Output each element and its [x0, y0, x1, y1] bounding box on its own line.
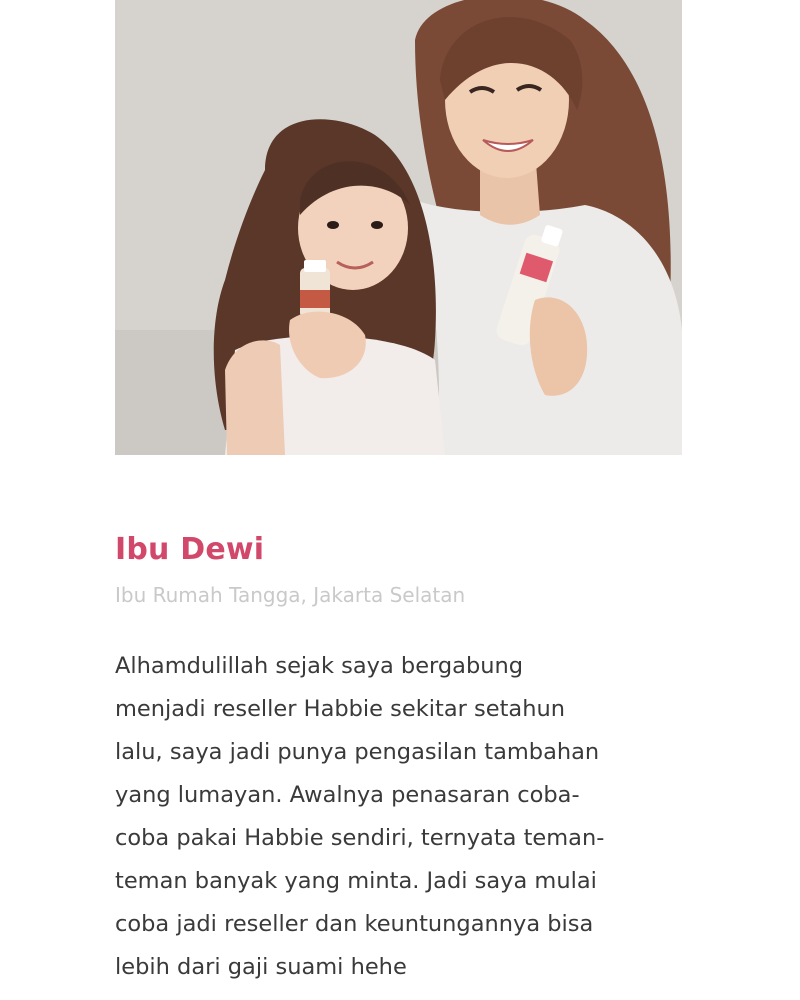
quote-line: yang lumayan. Awalnya penasaran coba- — [115, 782, 580, 808]
mother-daughter-illustration — [115, 0, 682, 455]
testimonial-name: Ibu Dewi — [115, 532, 265, 567]
daughter-right-eye — [371, 221, 383, 229]
quote-line: Alhamdulillah sejak saya bergabung — [115, 653, 524, 679]
testimonial-quote — [115, 645, 695, 989]
daughter-arm — [225, 340, 285, 455]
quote-line: lebih dari gaji suami hehe — [115, 954, 407, 980]
small-bottle-cap — [304, 260, 326, 272]
small-bottle-label — [300, 290, 330, 308]
testimonial-photo — [115, 0, 682, 455]
quote-line: lalu, saya jadi punya pengasilan tambahan — [115, 739, 600, 765]
quote-line: teman banyak yang minta. Jadi saya mulai — [115, 868, 597, 894]
quote-line: coba jadi reseller dan keuntungannya bisa — [115, 911, 594, 937]
testimonial-role: Ibu Rumah Tangga, Jakarta Selatan — [115, 583, 466, 607]
quote-line: coba pakai Habbie sendiri, ternyata teman- — [115, 825, 605, 851]
daughter-left-eye — [327, 221, 339, 229]
quote-line: menjadi reseller Habbie sekitar setahun — [115, 696, 565, 722]
